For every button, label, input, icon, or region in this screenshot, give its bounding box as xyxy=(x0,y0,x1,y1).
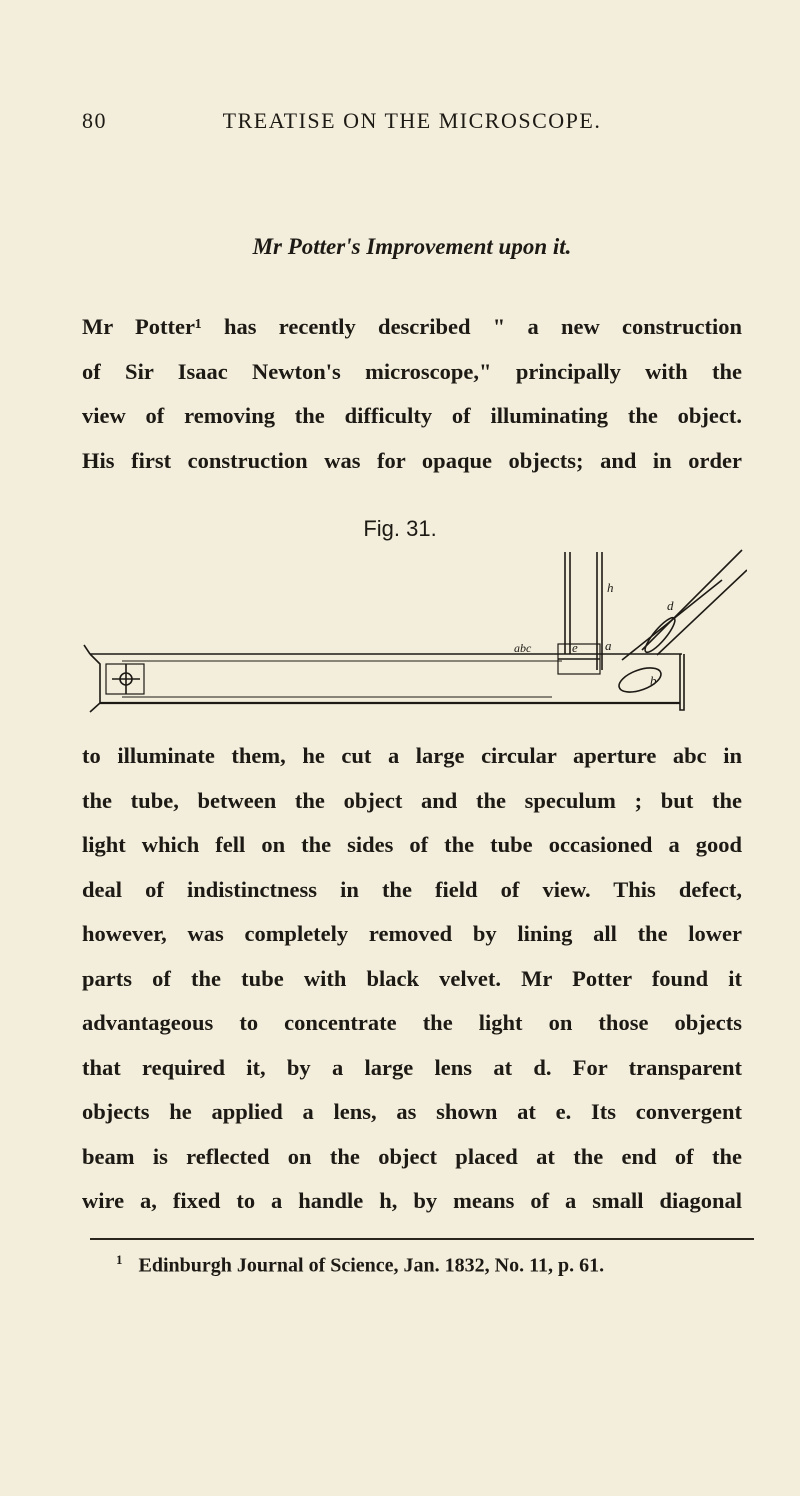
footnote-text: Edinburgh Journal of Science, Jan. 1832, No. 11, p. 61. xyxy=(138,1254,605,1277)
footnote xyxy=(116,1252,756,1278)
figure-letter-d: d xyxy=(667,598,674,613)
running-head xyxy=(82,108,742,142)
text-line: that required it, by a large lens at d. For transparent xyxy=(82,1054,742,1080)
tube-right-end xyxy=(680,654,684,710)
text-line: advantageous to concentrate the light on those objects xyxy=(82,1010,742,1035)
text-line: Mr Potter¹ has recently described " a new construction xyxy=(82,314,742,339)
paragraph-1 xyxy=(82,305,742,483)
section-title: Mr Potter's Improvement upon it. xyxy=(252,234,572,259)
page-number: 80 xyxy=(82,108,107,133)
footnote-rule xyxy=(90,1238,754,1240)
lens-d xyxy=(641,614,678,655)
text-line: of Sir Isaac Newton's microscope," principally with the xyxy=(82,358,742,384)
paragraph-2 xyxy=(82,734,742,1224)
diagonal-speculum xyxy=(616,663,664,697)
figure-letter-b: b xyxy=(650,673,657,688)
figure-letter-h: h xyxy=(607,580,614,595)
light-beam-1 xyxy=(642,550,742,650)
text-line: His first construction was for opaque objects; and in order xyxy=(82,447,742,473)
text-line: wire a, fixed to a handle h, by means of a small diagonal xyxy=(82,1188,742,1213)
text-line: the tube, between the object and the speculum ; but the xyxy=(82,787,742,813)
text-line: parts of the tube with black velvet. Mr Potter found it xyxy=(82,965,742,991)
text-line: view of removing the difficulty of illuminating the object. xyxy=(82,403,742,428)
footnote-mark: 1 xyxy=(116,1252,123,1267)
eyepiece-end xyxy=(84,645,100,712)
light-beam-3 xyxy=(622,580,722,660)
text-line: to illuminate them, he cut a large circular aperture abc in xyxy=(82,743,742,768)
text-line: deal of indistinctness in the field of view. This defect, xyxy=(82,876,742,902)
text-line: objects he applied a lens, as shown at e. Its convergent xyxy=(82,1099,742,1124)
figure-label: Fig. 31. xyxy=(363,516,437,541)
running-head-title: TREATISE ON THE MICROSCOPE. xyxy=(222,108,602,133)
text-line: however, was completely removed by lining all the lower xyxy=(82,921,742,946)
figure-letter-a: a xyxy=(605,638,612,653)
figure-stamp-abc: abc xyxy=(514,641,532,655)
figure-letter-e: e xyxy=(572,640,578,655)
text-line: beam is reflected on the object placed at the end of the xyxy=(82,1143,742,1169)
text-line: light which fell on the sides of the tube occasioned a good xyxy=(82,832,742,857)
microscope-figure xyxy=(82,540,747,720)
